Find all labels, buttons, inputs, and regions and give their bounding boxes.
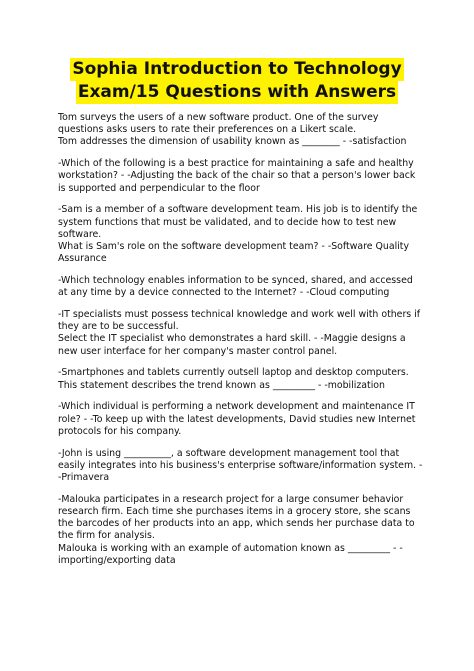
question-answer-4: -Which technology enables information to be synced, shared, and accessed at any time by a device connected to the Internet? - -Cloud computing (58, 275, 413, 299)
title-line-2: Exam/15 Questions with Answers (77, 82, 397, 102)
question-answer-8: -John is using __________, a software development management tool that easily integrates into his business's enterprise software/information system. - -Primavera (58, 447, 423, 484)
question-answer-5: -IT specialists must possess technical knowledge and work well with others if they are to be successful. Select the IT specialist who demonstrates a hard skill. - -Maggie designs a new user interface for her company's master control panel. (58, 309, 421, 357)
question-answer-7: -Which individual is performing a network development and maintenance IT role? - -To keep up with the latest developments, David studies new Internet protocols for his company. (58, 401, 416, 437)
question-answer-1: Tom surveys the users of a new software product. One of the survey questions asks users to rate their preferences on a Likert scale. Tom addresses the dimension of usability known as ________ - -satisfaction (58, 112, 407, 148)
title-line-1: Sophia Introduction to Technology (72, 59, 402, 79)
question-list (58, 112, 448, 577)
question-answer-3: -Sam is a member of a software development team. His job is to identify the system functions that must be validated, and to decide how to test new software. What is Sam's role on the software development team? - -Software Quality Assurance (58, 204, 418, 265)
question-answer-6: -Smartphones and tablets currently outsell laptop and desktop computers. This statement describes the trend known as _________ - -mobilization (58, 367, 409, 391)
question-answer-9: -Malouka participates in a research project for a large consumer behavior research firm. Each time she purchases items in a grocery store, she scans the barcodes of her products into an app, which sends her purchase data to the firm for analysis. Malouka is working with an example of automation known as _________ - - importing/exporting data (58, 493, 415, 566)
document-title (40, 58, 434, 104)
question-answer-2: -Which of the following is a best practice for maintaining a safe and healthy workstation? - -Adjusting the back of the chair so that a person's lower back is supported and perpendicular to the floor (58, 158, 416, 194)
